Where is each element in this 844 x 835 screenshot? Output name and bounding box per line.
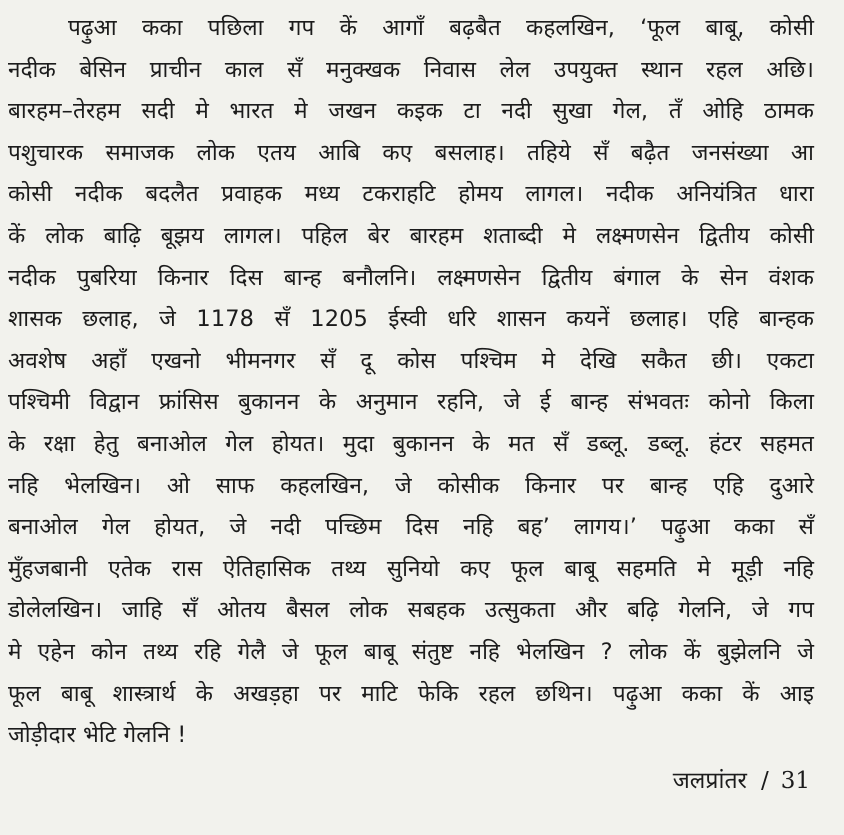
page-number: 31 [780,768,810,794]
text-line: पढ़ुआ कका पछिला गप कें आगाँ बढ़बैत कहलखिन, ‘फूल बाबू, कोसी [68,15,814,41]
page-footer [673,766,810,796]
text-line: डोलेलखिन। जाहि सँ ओतय बैसल लोक सबहक उत्सुकता और बढ़ि गेलनि, जे गप [8,597,814,624]
text-line: के रक्षा हेतु बनाओल गेल होयत। मुदा बुकानन के मत सँ डब्लू. डब्लू. हंटर सहमत [8,430,814,457]
text-line: नहि भेलखिन। ओ साफ कहलखिन, जे कोसीक किनार पर बान्ह एहि दुआरे [8,472,814,499]
body-paragraph [8,8,814,757]
text-line: नदीक पुबरिया किनार दिस बान्ह बनौलनि। लक्ष्मणसेन द्वितीय बंगाल के सेन वंशक [8,264,814,291]
text-line: कोसी नदीक बदलैत प्रवाहक मध्य टकराहटि होमय लागल। नदीक अनियंत्रित धारा [8,181,814,208]
text-line: पश्चिमी विद्वान फ्रांसिस बुकानन के अनुमान रहनि, जे ई बान्ह संभवतः कोनो किला [8,389,814,416]
text-line: फूल बाबू शास्त्रार्थ के अखड़हा पर माटि फेकि रहल छथिन। पढ़ुआ कका कें आइ [8,680,814,707]
text-line: बनाओल गेल होयत, जे नदी पच्छिम दिस नहि बह’ लागय।’ पढ़ुआ कका सँ [8,514,814,541]
text-line: बारहम–तेरहम सदी मे भारत मे जखन कइक टा नदी सुखा गेल, तँ ओहि ठामक [8,98,814,125]
text-line: मुँहजबानी एतेक रास ऐतिहासिक तथ्य सुनियो कए फूल बाबू सहमति मे मूड़ी नहि [8,555,814,582]
text-line: कें लोक बाढ़ि बूझय लागल। पहिल बेर बारहम शताब्दी मे लक्ष्मणसेन द्वितीय कोसी [8,222,814,249]
text-line: नदीक बेसिन प्राचीन काल सँ मनुक्खक निवास लेल उपयुक्त स्थान रहल अछि। [8,56,814,83]
text-line: शासक छलाह, जे 1178 सँ 1205 ईस्वी धरि शासन कयनें छलाह। एहि बान्हक [8,306,814,333]
text-line: अवशेष अहाँ एखनो भीमनगर सँ दू कोस पश्चिम मे देखि सकैत छी। एकटा [8,347,814,374]
footer-separator: / [760,768,769,794]
text-line: मे एहेन कोन तथ्य रहि गेलै जे फूल बाबू संतुष्ट नहि भेलखिन ? लोक कें बुझेलनि जे [8,638,814,665]
book-title: जलप्रांतर [672,768,747,794]
text-line: जोड़ीदार भेटि गेलनि ! [8,722,187,749]
text-line: पशुचारक समाजक लोक एतय आबि कए बसलाह। तहिये सँ बढ़ैत जनसंख्या आ [8,139,814,166]
